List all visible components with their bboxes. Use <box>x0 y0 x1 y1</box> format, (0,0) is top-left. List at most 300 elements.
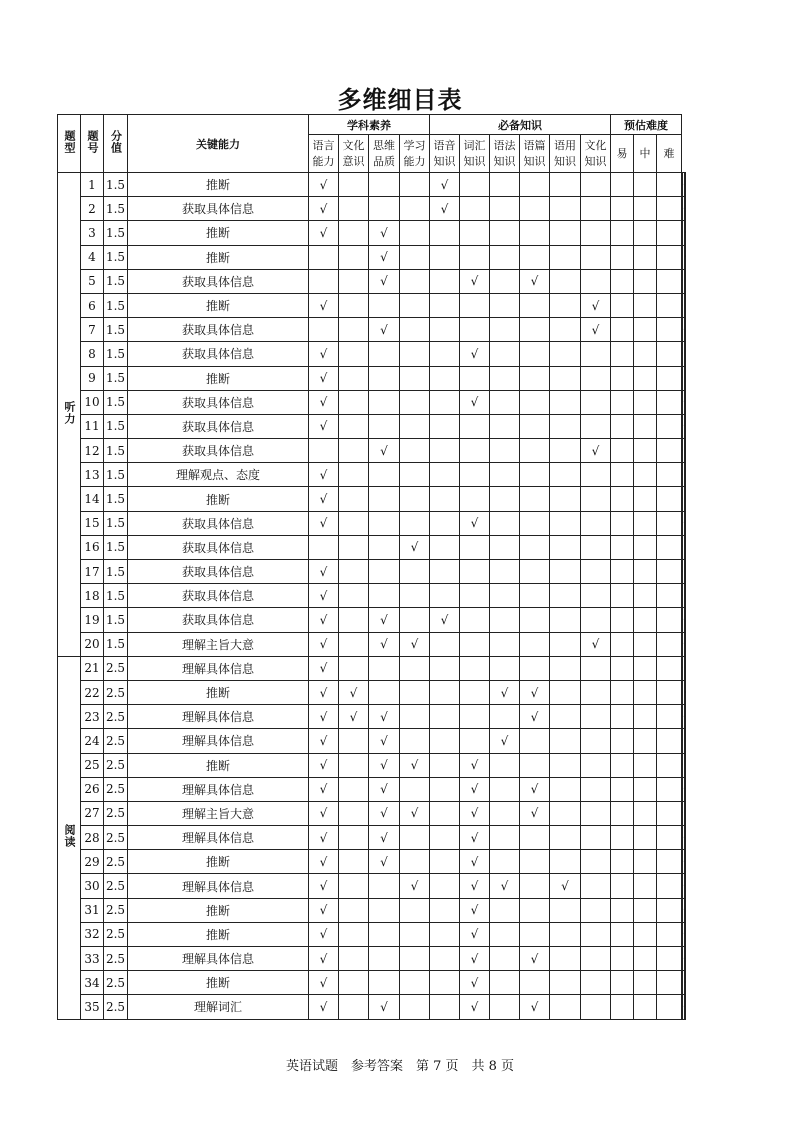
check-cell <box>684 535 685 559</box>
header-question-type: 题型 <box>58 115 81 173</box>
check-cell <box>550 947 581 971</box>
section-label: 阅读 <box>58 656 81 1019</box>
check-cell <box>369 947 400 971</box>
question-number: 31 <box>81 898 104 922</box>
check-cell <box>460 366 490 390</box>
check-cell <box>657 922 682 946</box>
check-cell <box>581 705 611 729</box>
check-cell <box>634 414 657 438</box>
key-ability: 推断 <box>128 922 309 946</box>
check-cell <box>460 293 490 317</box>
check-cell <box>490 947 520 971</box>
question-score: 2.5 <box>104 898 128 922</box>
question-number: 18 <box>81 584 104 608</box>
check-cell <box>400 608 430 632</box>
check-cell <box>581 947 611 971</box>
check-cell: √ <box>581 439 611 463</box>
key-ability: 理解具体信息 <box>128 874 309 898</box>
check-cell: √ <box>460 753 490 777</box>
check-cell: √ <box>309 511 339 535</box>
check-cell: √ <box>369 318 400 342</box>
check-cell <box>657 729 682 753</box>
check-cell <box>430 560 460 584</box>
check-cell: √ <box>520 705 550 729</box>
check-cell <box>657 245 682 269</box>
check-cell <box>657 971 682 995</box>
check-cell: √ <box>309 705 339 729</box>
check-cell: √ <box>309 680 339 704</box>
check-cell <box>634 947 657 971</box>
check-cell <box>339 850 369 874</box>
check-cell: √ <box>309 608 339 632</box>
check-cell <box>309 535 339 559</box>
check-cell <box>634 463 657 487</box>
check-cell <box>339 463 369 487</box>
header-group-knowledge: 必备知识 <box>430 115 611 135</box>
check-cell <box>460 729 490 753</box>
check-cell <box>490 777 520 801</box>
check-cell <box>490 898 520 922</box>
check-cell: √ <box>369 705 400 729</box>
check-cell <box>520 560 550 584</box>
check-cell <box>339 922 369 946</box>
table-row <box>58 922 686 946</box>
check-cell: √ <box>309 995 339 1019</box>
check-cell <box>400 729 430 753</box>
check-cell <box>400 898 430 922</box>
check-cell: √ <box>309 971 339 995</box>
check-cell <box>369 366 400 390</box>
question-score: 1.5 <box>104 439 128 463</box>
check-cell <box>611 729 634 753</box>
check-cell <box>460 245 490 269</box>
check-cell <box>634 705 657 729</box>
check-cell: √ <box>460 269 490 293</box>
header-knowledge-0: 语音知识 <box>430 135 460 173</box>
check-cell: √ <box>309 656 339 680</box>
check-cell <box>684 463 685 487</box>
check-cell <box>634 535 657 559</box>
check-cell <box>581 535 611 559</box>
check-cell <box>634 584 657 608</box>
check-cell <box>611 705 634 729</box>
check-cell <box>657 801 682 825</box>
check-cell <box>430 705 460 729</box>
check-cell <box>490 656 520 680</box>
check-cell <box>634 777 657 801</box>
check-cell <box>684 947 685 971</box>
check-cell: √ <box>520 947 550 971</box>
question-score: 1.5 <box>104 197 128 221</box>
check-cell: √ <box>309 898 339 922</box>
check-cell <box>490 608 520 632</box>
check-cell <box>460 608 490 632</box>
check-cell: √ <box>460 874 490 898</box>
check-cell <box>611 197 634 221</box>
check-cell <box>611 245 634 269</box>
check-cell <box>490 511 520 535</box>
check-cell <box>550 850 581 874</box>
check-cell <box>430 511 460 535</box>
question-score: 1.5 <box>104 511 128 535</box>
check-cell <box>634 221 657 245</box>
check-cell <box>657 826 682 850</box>
check-cell <box>520 753 550 777</box>
check-cell: √ <box>460 898 490 922</box>
check-cell <box>550 221 581 245</box>
check-cell <box>430 898 460 922</box>
check-cell <box>460 632 490 656</box>
key-ability: 理解具体信息 <box>128 705 309 729</box>
check-cell: √ <box>520 777 550 801</box>
check-cell <box>581 197 611 221</box>
check-cell <box>657 366 682 390</box>
question-number: 1 <box>81 173 104 197</box>
check-cell <box>400 656 430 680</box>
check-cell <box>634 680 657 704</box>
check-cell <box>430 680 460 704</box>
check-cell <box>611 777 634 801</box>
check-cell <box>490 971 520 995</box>
check-cell <box>369 173 400 197</box>
check-cell: √ <box>369 245 400 269</box>
check-cell: √ <box>309 801 339 825</box>
check-cell <box>490 487 520 511</box>
check-cell <box>657 439 682 463</box>
check-cell <box>550 922 581 946</box>
key-ability: 获取具体信息 <box>128 560 309 584</box>
check-cell: √ <box>581 293 611 317</box>
check-cell <box>460 680 490 704</box>
check-cell <box>369 414 400 438</box>
check-cell <box>611 439 634 463</box>
check-cell <box>490 197 520 221</box>
check-cell: √ <box>460 947 490 971</box>
header-difficulty-1: 中 <box>634 135 657 173</box>
check-cell: √ <box>460 850 490 874</box>
check-cell <box>400 439 430 463</box>
question-score: 2.5 <box>104 705 128 729</box>
check-cell <box>684 269 685 293</box>
check-cell <box>400 947 430 971</box>
key-ability: 推断 <box>128 487 309 511</box>
question-score: 2.5 <box>104 850 128 874</box>
check-cell <box>611 995 634 1019</box>
question-number: 9 <box>81 366 104 390</box>
key-ability: 获取具体信息 <box>128 584 309 608</box>
check-cell <box>369 390 400 414</box>
key-ability: 获取具体信息 <box>128 197 309 221</box>
check-cell <box>684 173 685 197</box>
table-row <box>58 947 686 971</box>
check-cell: √ <box>369 753 400 777</box>
check-cell <box>400 826 430 850</box>
check-cell: √ <box>309 560 339 584</box>
header-literacy-0: 语言能力 <box>309 135 339 173</box>
check-cell <box>657 511 682 535</box>
check-cell <box>684 560 685 584</box>
check-cell <box>490 293 520 317</box>
check-cell <box>550 439 581 463</box>
check-cell <box>611 366 634 390</box>
check-cell <box>657 705 682 729</box>
header-difficulty-0: 易 <box>611 135 634 173</box>
check-cell <box>611 173 634 197</box>
check-cell: √ <box>400 801 430 825</box>
question-number: 34 <box>81 971 104 995</box>
check-cell: √ <box>309 632 339 656</box>
table-row <box>58 801 686 825</box>
check-cell <box>634 971 657 995</box>
check-cell <box>634 269 657 293</box>
table-row <box>58 632 686 656</box>
check-cell <box>400 777 430 801</box>
key-ability: 获取具体信息 <box>128 414 309 438</box>
check-cell: √ <box>339 680 369 704</box>
check-cell <box>684 342 685 366</box>
check-cell: √ <box>369 995 400 1019</box>
table-row <box>58 584 686 608</box>
check-cell <box>634 318 657 342</box>
check-cell <box>520 245 550 269</box>
check-cell <box>550 245 581 269</box>
table-row <box>58 729 686 753</box>
check-cell <box>490 342 520 366</box>
check-cell <box>657 487 682 511</box>
header-group-literacy: 学科素养 <box>309 115 430 135</box>
check-cell <box>430 947 460 971</box>
check-cell <box>657 608 682 632</box>
check-cell <box>611 874 634 898</box>
check-cell: √ <box>309 922 339 946</box>
check-cell <box>430 971 460 995</box>
check-cell <box>550 898 581 922</box>
question-score: 1.5 <box>104 173 128 197</box>
check-cell <box>684 439 685 463</box>
question-score: 2.5 <box>104 826 128 850</box>
header-knowledge-1: 词汇知识 <box>460 135 490 173</box>
question-number: 14 <box>81 487 104 511</box>
check-cell <box>339 584 369 608</box>
question-score: 1.5 <box>104 318 128 342</box>
question-number: 3 <box>81 221 104 245</box>
key-ability: 获取具体信息 <box>128 608 309 632</box>
key-ability: 获取具体信息 <box>128 269 309 293</box>
question-score: 1.5 <box>104 366 128 390</box>
check-cell <box>490 366 520 390</box>
check-cell <box>581 269 611 293</box>
check-cell <box>400 995 430 1019</box>
check-cell <box>550 342 581 366</box>
check-cell <box>369 971 400 995</box>
key-ability: 推断 <box>128 366 309 390</box>
check-cell <box>460 463 490 487</box>
check-cell: √ <box>309 874 339 898</box>
check-cell <box>339 560 369 584</box>
key-ability: 推断 <box>128 245 309 269</box>
table-row <box>58 898 686 922</box>
check-cell <box>684 656 685 680</box>
check-cell <box>430 656 460 680</box>
check-cell <box>460 439 490 463</box>
question-number: 17 <box>81 560 104 584</box>
header-literacy-3: 学习能力 <box>400 135 430 173</box>
check-cell <box>611 511 634 535</box>
check-cell <box>611 922 634 946</box>
page-footer: 英语试题 参考答案 第 7 页 共 8 页 <box>285 1059 515 1074</box>
check-cell <box>634 850 657 874</box>
check-cell <box>339 632 369 656</box>
check-cell <box>369 463 400 487</box>
check-cell <box>520 632 550 656</box>
check-cell: √ <box>400 535 430 559</box>
check-cell: √ <box>369 269 400 293</box>
check-cell <box>520 173 550 197</box>
check-cell <box>684 874 685 898</box>
check-cell <box>460 318 490 342</box>
key-ability: 获取具体信息 <box>128 439 309 463</box>
check-cell: √ <box>490 680 520 704</box>
check-cell <box>490 269 520 293</box>
check-cell: √ <box>400 632 430 656</box>
check-cell <box>657 947 682 971</box>
check-cell <box>581 656 611 680</box>
check-cell <box>611 753 634 777</box>
question-score: 1.5 <box>104 390 128 414</box>
check-cell <box>550 366 581 390</box>
check-cell <box>339 656 369 680</box>
table-row <box>58 535 686 559</box>
table-row <box>58 705 686 729</box>
check-cell <box>684 511 685 535</box>
table-row <box>58 173 686 197</box>
check-cell <box>520 922 550 946</box>
check-cell: √ <box>339 705 369 729</box>
header-knowledge-2: 语法知识 <box>490 135 520 173</box>
header-literacy-1: 文化意识 <box>339 135 369 173</box>
check-cell <box>430 293 460 317</box>
check-cell: √ <box>309 487 339 511</box>
check-cell <box>400 680 430 704</box>
check-cell <box>339 342 369 366</box>
key-ability: 理解具体信息 <box>128 656 309 680</box>
key-ability: 推断 <box>128 753 309 777</box>
key-ability: 获取具体信息 <box>128 535 309 559</box>
check-cell <box>400 318 430 342</box>
check-cell <box>339 293 369 317</box>
check-cell <box>490 560 520 584</box>
check-cell <box>339 366 369 390</box>
check-cell <box>684 777 685 801</box>
check-cell <box>684 584 685 608</box>
question-number: 7 <box>81 318 104 342</box>
check-cell <box>634 342 657 366</box>
check-cell <box>369 560 400 584</box>
check-cell <box>550 753 581 777</box>
check-cell <box>400 366 430 390</box>
check-cell: √ <box>400 753 430 777</box>
check-cell <box>400 584 430 608</box>
question-score: 1.5 <box>104 342 128 366</box>
check-cell <box>684 898 685 922</box>
check-cell <box>400 971 430 995</box>
question-score: 1.5 <box>104 221 128 245</box>
check-cell <box>490 439 520 463</box>
specification-table <box>57 114 686 1020</box>
key-ability: 理解观点、态度 <box>128 463 309 487</box>
check-cell <box>369 293 400 317</box>
check-cell <box>339 221 369 245</box>
check-cell <box>460 535 490 559</box>
check-cell <box>520 898 550 922</box>
check-cell <box>430 729 460 753</box>
question-number: 2 <box>81 197 104 221</box>
check-cell: √ <box>520 680 550 704</box>
table-row <box>58 826 686 850</box>
check-cell <box>684 221 685 245</box>
check-cell: √ <box>460 971 490 995</box>
check-cell <box>684 197 685 221</box>
check-cell <box>657 293 682 317</box>
check-cell <box>520 342 550 366</box>
check-cell: √ <box>581 318 611 342</box>
check-cell <box>460 656 490 680</box>
check-cell <box>520 487 550 511</box>
check-cell <box>400 342 430 366</box>
question-score: 1.5 <box>104 560 128 584</box>
check-cell <box>520 584 550 608</box>
check-cell <box>657 753 682 777</box>
check-cell <box>369 898 400 922</box>
check-cell <box>460 173 490 197</box>
check-cell <box>684 922 685 946</box>
question-score: 1.5 <box>104 608 128 632</box>
check-cell <box>657 342 682 366</box>
check-cell <box>684 245 685 269</box>
check-cell <box>520 729 550 753</box>
key-ability: 理解具体信息 <box>128 777 309 801</box>
check-cell <box>430 826 460 850</box>
check-cell <box>550 560 581 584</box>
table-row <box>58 390 686 414</box>
check-cell: √ <box>490 729 520 753</box>
check-cell <box>339 245 369 269</box>
check-cell <box>520 463 550 487</box>
check-cell <box>430 221 460 245</box>
check-cell: √ <box>430 608 460 632</box>
check-cell <box>490 632 520 656</box>
check-cell: √ <box>490 874 520 898</box>
key-ability: 推断 <box>128 680 309 704</box>
check-cell <box>581 511 611 535</box>
check-cell <box>490 221 520 245</box>
check-cell <box>581 874 611 898</box>
check-cell <box>684 971 685 995</box>
check-cell <box>684 632 685 656</box>
check-cell <box>581 729 611 753</box>
check-cell: √ <box>369 608 400 632</box>
check-cell <box>634 487 657 511</box>
question-number: 21 <box>81 656 104 680</box>
check-cell <box>611 971 634 995</box>
check-cell <box>430 850 460 874</box>
check-cell: √ <box>369 801 400 825</box>
check-cell <box>490 414 520 438</box>
check-cell <box>550 414 581 438</box>
check-cell <box>657 850 682 874</box>
check-cell <box>581 584 611 608</box>
check-cell <box>581 463 611 487</box>
